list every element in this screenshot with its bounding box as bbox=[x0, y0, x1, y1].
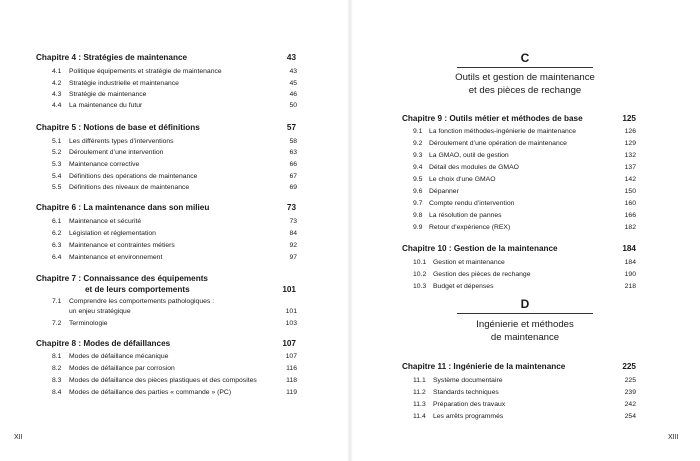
entry-page: 97 bbox=[289, 254, 297, 261]
part-d-rule bbox=[457, 313, 593, 314]
entry-text: La résolution de pannes bbox=[429, 212, 502, 219]
chapter-title: Chapitre 5 : Notions de base et définitions bbox=[36, 123, 200, 132]
entry-page: 45 bbox=[289, 80, 297, 87]
entry-text: Préparation des travaux bbox=[433, 401, 506, 408]
entry-number: 7.2 bbox=[52, 320, 62, 327]
entry-number: 11.4 bbox=[413, 413, 426, 420]
entry-text: Législation et réglementation bbox=[69, 230, 156, 237]
entry-text: Dépanner bbox=[429, 188, 459, 195]
entry-text: Modes de défaillance des pièces plastiques et des composites bbox=[69, 377, 257, 384]
entry-number: 9.1 bbox=[413, 128, 423, 135]
entry-page: 116 bbox=[286, 365, 297, 372]
entry-number: 7.1 bbox=[52, 298, 62, 305]
entry-text: Déroulement d’une opération de maintenance bbox=[429, 140, 567, 147]
entry-page: 103 bbox=[285, 320, 297, 327]
chapter-page: 101 bbox=[282, 285, 296, 294]
entry-number: 11.3 bbox=[413, 401, 426, 408]
entry-page: 129 bbox=[624, 140, 636, 147]
entry-number: 10.2 bbox=[413, 271, 427, 278]
chapter-title: Chapitre 6 : La maintenance dans son milieu bbox=[36, 203, 210, 212]
entry-page: 150 bbox=[624, 188, 636, 195]
entry-page: 46 bbox=[289, 91, 297, 98]
entry-text: La maintenance du futur bbox=[69, 102, 143, 109]
entry-text: Standards techniques bbox=[433, 389, 499, 396]
entry-number: 4.4 bbox=[52, 102, 62, 109]
entry-page: 107 bbox=[285, 353, 297, 360]
chapter-7-heading[interactable] bbox=[0, 273, 350, 297]
entry-text: Budget et dépenses bbox=[433, 283, 494, 290]
page-folio-right: XIII bbox=[668, 434, 679, 441]
entry-page: 242 bbox=[624, 401, 636, 408]
entry-page: 92 bbox=[289, 242, 297, 249]
entry-page: 184 bbox=[624, 259, 636, 266]
entry-number: 9.3 bbox=[413, 152, 423, 159]
chapter-page: 225 bbox=[622, 362, 636, 371]
entry-page: 101 bbox=[285, 308, 297, 315]
entry-page: 142 bbox=[624, 176, 636, 183]
entry-text: Définitions des niveaux de maintenance bbox=[69, 184, 190, 191]
entry-number: 9.5 bbox=[413, 176, 423, 183]
entry-page: 137 bbox=[624, 164, 636, 171]
page-folio-left: XII bbox=[14, 434, 23, 441]
entry-page: 218 bbox=[624, 283, 636, 290]
entry-page: 63 bbox=[289, 149, 297, 156]
entry-number: 6.4 bbox=[52, 254, 62, 261]
entry-text: Maintenance et environnement bbox=[69, 254, 163, 261]
entry-number: 8.2 bbox=[52, 365, 62, 372]
entry-page: 132 bbox=[624, 152, 636, 159]
chapter-page: 125 bbox=[622, 114, 636, 123]
entry-number: 10.3 bbox=[413, 283, 427, 290]
entry-page: 126 bbox=[624, 128, 636, 135]
chapter-title: Chapitre 4 : Stratégies de maintenance bbox=[36, 53, 188, 62]
entry-text: Les différents types d’interventions bbox=[69, 138, 174, 145]
entry-page: 118 bbox=[286, 377, 297, 384]
chapter-page: 73 bbox=[286, 203, 296, 212]
entry-number: 9.4 bbox=[413, 164, 423, 171]
chapter-title: Chapitre 11 : Ingénierie de la maintenance bbox=[402, 362, 566, 371]
right-page bbox=[350, 0, 700, 461]
entry-page: 58 bbox=[289, 138, 297, 145]
entry-page: 43 bbox=[289, 68, 297, 75]
chapter-title: Chapitre 10 : Gestion de la maintenance bbox=[402, 244, 558, 253]
part-d-title-line2: de maintenance bbox=[490, 332, 560, 343]
entry-number: 8.1 bbox=[52, 353, 62, 360]
entry-page: 160 bbox=[624, 200, 636, 207]
entry-page: 66 bbox=[289, 161, 297, 168]
entry-page: 225 bbox=[624, 377, 636, 384]
part-d-letter: D bbox=[520, 297, 530, 311]
entry-text-line1: Comprendre les comportements pathologiques : bbox=[69, 298, 215, 305]
entry-number: 9.8 bbox=[413, 212, 423, 219]
entry-number: 11.1 bbox=[413, 377, 426, 384]
entry-text: Terminologie bbox=[69, 320, 108, 327]
entry-number: 5.4 bbox=[52, 173, 62, 180]
entry-number: 6.1 bbox=[52, 218, 62, 225]
entry-page: 73 bbox=[289, 218, 297, 225]
entry-text: Modes de défaillance des parties « commande » (PC) bbox=[69, 389, 232, 396]
entry-text: Les arrêts programmés bbox=[433, 413, 504, 420]
entry-text: Détail des modules de GMAO bbox=[429, 164, 519, 171]
entry-text: La fonction méthodes-ingénierie de maintenance bbox=[429, 128, 576, 135]
entry-number: 5.2 bbox=[52, 149, 62, 156]
part-c-title-line1: Outils et gestion de maintenance bbox=[455, 72, 595, 83]
entry-page: 182 bbox=[624, 224, 636, 231]
entry-text: Le choix d’une GMAO bbox=[429, 176, 496, 183]
entry-number: 6.2 bbox=[52, 230, 62, 237]
chapter-page: 184 bbox=[622, 244, 636, 253]
entry-page: 239 bbox=[624, 389, 636, 396]
entry-text: La GMAO, outil de gestion bbox=[429, 152, 509, 159]
entry-page: 119 bbox=[286, 389, 297, 396]
entry-page: 166 bbox=[624, 212, 636, 219]
entry-number: 9.2 bbox=[413, 140, 423, 147]
entry-number: 5.5 bbox=[52, 184, 62, 191]
entry-number: 8.3 bbox=[52, 377, 62, 384]
entry-number: 6.3 bbox=[52, 242, 62, 249]
entry-page: 84 bbox=[289, 230, 297, 237]
entry-number: 9.6 bbox=[413, 188, 423, 195]
entry-text: Stratégie industrielle et maintenance bbox=[69, 80, 179, 87]
entry-page: 254 bbox=[624, 413, 636, 420]
entry-text: Définitions des opérations de maintenance bbox=[69, 173, 198, 180]
part-c-title-line2: et des pièces de rechange bbox=[468, 85, 582, 96]
toc-entry[interactable] bbox=[52, 297, 297, 315]
chapter-page: 107 bbox=[282, 339, 296, 348]
entry-page: 67 bbox=[289, 173, 297, 180]
entry-text: Retour d’expérience (REX) bbox=[429, 224, 511, 231]
chapter-title-line2: et de leurs comportements bbox=[85, 285, 190, 294]
entry-number: 11.2 bbox=[413, 389, 426, 396]
entry-text: Compte rendu d’intervention bbox=[429, 200, 515, 207]
entry-number: 10.1 bbox=[413, 259, 427, 266]
entry-number: 4.2 bbox=[52, 80, 62, 87]
entry-page: 50 bbox=[289, 102, 297, 109]
entry-number: 4.1 bbox=[52, 68, 62, 75]
entry-text: Maintenance corrective bbox=[69, 161, 140, 168]
entry-number: 9.7 bbox=[413, 200, 423, 207]
part-c-letter: C bbox=[520, 51, 530, 65]
entry-text: Stratégie de maintenance bbox=[69, 91, 147, 98]
chapter-page: 57 bbox=[286, 123, 296, 132]
entry-text-line2: un enjeu stratégique bbox=[69, 308, 131, 315]
entry-number: 5.3 bbox=[52, 161, 62, 168]
chapter-page: 43 bbox=[286, 53, 296, 62]
entry-number: 8.4 bbox=[52, 389, 62, 396]
entry-text: Gestion des pièces de rechange bbox=[433, 271, 531, 278]
chapter-title: Chapitre 9 : Outils métier et méthodes de base bbox=[402, 114, 583, 123]
chapter-title: Chapitre 8 : Modes de défaillances bbox=[36, 339, 171, 348]
entry-text: Déroulement d’une intervention bbox=[69, 149, 164, 156]
entry-number: 4.3 bbox=[52, 91, 62, 98]
entry-text: Maintenance et sécurité bbox=[69, 218, 142, 225]
part-d-title-line1: Ingénierie et méthodes bbox=[476, 319, 574, 330]
entry-text: Modes de défaillance par corrosion bbox=[69, 365, 175, 372]
entry-text: Modes de défaillance mécanique bbox=[69, 353, 169, 360]
entry-page: 69 bbox=[289, 184, 297, 191]
entry-page: 190 bbox=[624, 271, 636, 278]
part-c-rule bbox=[457, 67, 593, 68]
entry-text: Système documentaire bbox=[433, 377, 503, 384]
entry-text: Politique équipements et stratégie de maintenance bbox=[69, 68, 222, 75]
chapter-title-line1: Chapitre 7 : Connaissance des équipements bbox=[36, 274, 208, 283]
entry-text: Maintenance et contraintes métiers bbox=[69, 242, 175, 249]
entry-number: 5.1 bbox=[52, 138, 62, 145]
entry-number: 9.9 bbox=[413, 224, 423, 231]
entry-text: Gestion et maintenance bbox=[433, 259, 505, 266]
book-gutter bbox=[347, 0, 353, 461]
